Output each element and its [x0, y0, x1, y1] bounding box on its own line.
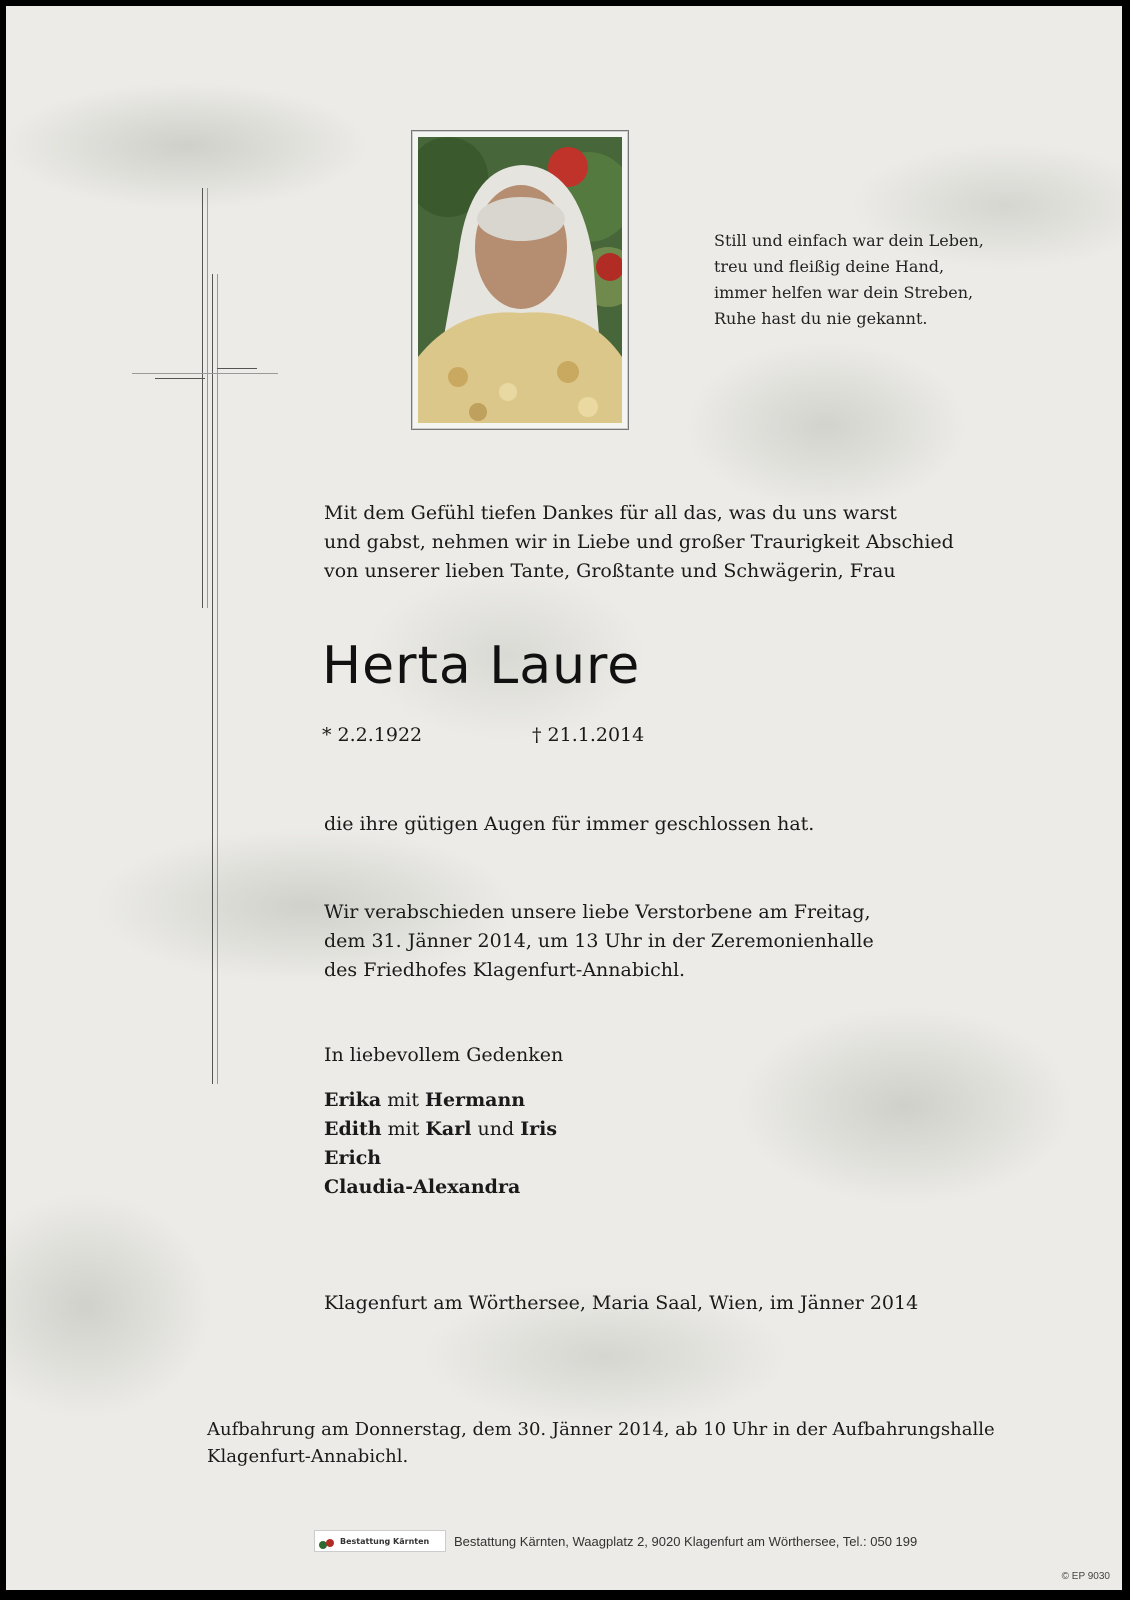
- intro-line: und gabst, nehmen wir in Liebe und großer Traurigkeit Abschied: [324, 531, 954, 553]
- deceased-name: Herta Laure: [322, 636, 641, 696]
- ceremony-line: des Friedhofes Klagenfurt-Annabichl.: [324, 959, 686, 981]
- logo-mark-icon: [318, 1535, 336, 1547]
- birth-date: * 2.2.1922: [322, 724, 423, 746]
- viewing-line: Klagenfurt-Annabichl.: [207, 1446, 409, 1467]
- family-connector: mit: [387, 1118, 420, 1140]
- poem-line: immer helfen war dein Streben,: [714, 283, 974, 302]
- obituary-sheet: [6, 6, 1122, 1590]
- closing-text: die ihre gütigen Augen für immer geschlossen hat.: [324, 813, 815, 835]
- poem-line: Ruhe hast du nie gekannt.: [714, 309, 928, 328]
- footer-address: Bestattung Kärnten, Waagplatz 2, 9020 Klagenfurt am Wörthersee, Tel.: 050 199: [454, 1533, 918, 1549]
- intro-line: von unserer lieben Tante, Großtante und Schwägerin, Frau: [324, 560, 896, 582]
- family-connector: mit: [387, 1089, 419, 1111]
- viewing-info: [207, 1416, 995, 1470]
- poem: [714, 228, 984, 332]
- footer: [314, 1530, 917, 1552]
- family-line: [324, 1115, 557, 1144]
- ceremony-line: Wir verabschieden unsere liebe Verstorbene am Freitag,: [324, 901, 871, 923]
- memory-heading: In liebevollem Gedenken: [324, 1044, 564, 1066]
- intro-line: Mit dem Gefühl tiefen Dankes für all das, was du uns warst: [324, 502, 897, 524]
- ceremony-line: dem 31. Jänner 2014, um 13 Uhr in der Zeremonienhalle: [324, 930, 874, 952]
- family-name: Hermann: [425, 1089, 526, 1111]
- family-name: Iris: [520, 1118, 558, 1140]
- family-line: [324, 1144, 557, 1173]
- print-code: © EP 9030: [1061, 1571, 1110, 1582]
- family-name: Erich: [324, 1147, 382, 1169]
- family-name: Claudia-Alexandra: [324, 1176, 521, 1198]
- funeral-home-logo: [314, 1530, 446, 1552]
- family-line: [324, 1173, 557, 1202]
- logo-text: Bestattung Kärnten: [340, 1536, 430, 1546]
- ceremony-text: [324, 898, 874, 985]
- viewing-line: Aufbahrung am Donnerstag, dem 30. Jänner 2014, ab 10 Uhr in der Aufbahrungshalle: [207, 1419, 995, 1440]
- place-date: Klagenfurt am Wörthersee, Maria Saal, Wien, im Jänner 2014: [324, 1292, 919, 1314]
- family-name: Edith: [324, 1118, 382, 1140]
- family-line: [324, 1086, 557, 1115]
- family-connector: und: [477, 1118, 515, 1140]
- intro-text: [324, 499, 954, 586]
- poem-line: Still und einfach war dein Leben,: [714, 231, 984, 250]
- family-list: [324, 1086, 557, 1202]
- family-name: Karl: [425, 1118, 472, 1140]
- poem-line: treu und fleißig deine Hand,: [714, 257, 945, 276]
- portrait-photo: [411, 130, 629, 430]
- death-date: † 21.1.2014: [532, 724, 645, 746]
- family-name: Erika: [324, 1089, 382, 1111]
